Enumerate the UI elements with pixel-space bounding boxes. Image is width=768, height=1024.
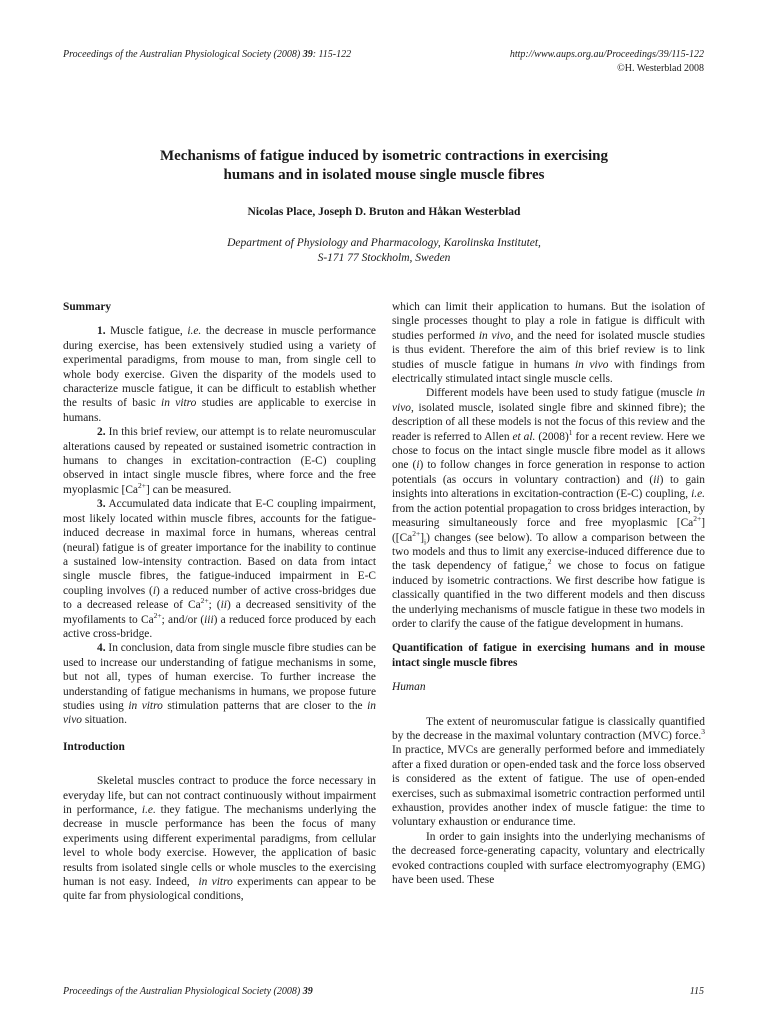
running-header-right — [510, 48, 704, 76]
journal-url[interactable]: http://www.aups.org.au/Proceedings/39/115-122 — [509, 49, 704, 60]
summary-paragraph-1: 1. Muscle fatigue, i.e. the decrease in muscle performance during exercise, has been extensively studied using a variety of experimental paradigms, from mouse to man, from single cell to whole body exercise. Given the disparity of the models used to characterize muscle fatigue, it can be difficult to establish whether the results of basic in vitro studies are applicable to exercise in humans. — [63, 325, 376, 424]
human-subheading: Human — [392, 681, 426, 694]
running-header-left: Proceedings of the Australian Physiological Society (2008) 39: 115-122 — [63, 49, 352, 60]
page-number: 115 — [689, 986, 704, 997]
quantification-heading: Quantification of fatigue in exercising humans and in mouse intact single muscle fibres — [392, 642, 705, 669]
left-column — [63, 300, 376, 904]
authors: Nicolas Place, Joseph D. Bruton and Håkan Westerblad — [247, 206, 521, 218]
human-paragraph-1: The extent of neuromuscular fatigue is classically quantified by the decrease in the maximal voluntary contraction (MVC) force.$^3$ In practice, MVCs are generally performed before and immediately after a fixed duration or open-ended task and the force loss observed is considered as the extent of fatigue. The use of open-ended exercises, such as submaximal isometric contraction performed until exhaustion, provides another index of muscle fatigue: the time to voluntary exhaustion or endurance time. — [392, 715, 705, 829]
summary-paragraph-4: 4. In conclusion, data from single muscle fibre studies can be used to increase our understanding of fatigue mechanisms in some, but not all, types of human exercise. To further increase the understanding of fatigue mechanisms in humans, we propose future studies using in vitro stimulation patterns that are closer to the in vivo situation. — [63, 642, 376, 727]
copyright: ©H. Westerblad 2008 — [617, 63, 704, 74]
introduction-paragraph-1-continued: which can limit their application to humans. But the isolation of single processes thought to play a role in fatigue is difficult with studies performed in vivo, and the need for isolated muscle studies is thus evident. Therefore the aim of this brief review is to link studies of muscle fatigue in humans in vivo with findings from electrically stimulated intact single muscle cells. — [392, 301, 705, 386]
introduction-paragraph-2: Different models have been used to study fatigue (muscle in vivo, isolated muscle, isolated single fibre and skinned fibre); the description of all these models is not the focus of this review and the reader is referred to Allen et al. $(2008)^1$ for a recent review. Here we chose to focus on the intact single muscle fibre model as it allows one (i) to follow changes in force generation in response to action potentials (as occurs in voluntary contraction) and (ii) to gain insights into alterations in excitation-contraction (E-C) coupling, i.e. from the action potential propagation to cross bridges interaction, by measuring simultaneously force and free myoplasmic $[Ca^{2+}]$ $([Ca^{2+}]_i)$ changes (see below). To allow a comparison between the two models and thus to limit any exercise-induced difference due to the task dependency of fatigue,$^2$ we chose to focus on fatigue induced by isometric contractions. We first describe how fatigue is classically quantified in the two different models and then discuss the underlying mechanisms of muscle fatigue in these two models in order to clarify the cause of the fatigue development in humans. — [392, 387, 706, 630]
summary-paragraph-2: 2. In this brief review, our attempt is to relate neuromuscular alterations caused by repeated or sustained isometric contraction in humans to changes in excitation-contraction (E-C) coupling observed in intact single muscle fibres, where force and the free myoplasmic $[Ca^{2+}]$ can be measured. — [63, 426, 376, 496]
introduction-paragraph-1: Skeletal muscles contract to produce the force necessary in everyday life, but can not contract continuously without impairment in performance, i.e. they fatigue. The mechanisms underlying the decrease in muscle performance has been the focus of many experiments using different experimental paradigms, from cellular level to whole body exercise. However, the application of basic results from isolated single cells or whole muscles to the exercising human is not easy. Indeed, in vitro experiments can appear to be quite far from physiological conditions, — [63, 775, 376, 903]
summary-heading: Summary — [63, 301, 112, 313]
human-paragraph-2: In order to gain insights into the underlying mechanisms of the decreased force-generating capacity, voluntary and electrically evoked contractions coupled with surface electromyography (EMG) have been used. These — [392, 830, 705, 887]
introduction-heading: Introduction — [63, 740, 125, 753]
running-footer: Proceedings of the Australian Physiological Society (2008) 39 — [63, 986, 313, 997]
paper-title: Mechanisms of fatigue induced by isometric contractions in exercising humans and in isolated mouse single muscle fibres — [159, 148, 608, 183]
right-column — [392, 300, 705, 887]
affiliation: Department of Physiology and Pharmacology, Karolinska Institutet, S-171 77 Stockholm, Sweden — [227, 237, 541, 264]
summary-paragraph-3: 3. Accumulated data indicate that E-C coupling impairment, most likely located within muscle fibres, accounts for the fatigue-induced decrease in maximal force in humans, whereas central (neural) fatigue is of greater importance for the inability to continue a sustained low-intensity contraction. Based on data from intact single muscle fibres, the fatigue-induced impairment in E-C coupling involves (i) a reduced number of active cross-bridges due to a decreased release of $Ca^{2+}$; (ii) a decreased sensitivity of the myofilaments to $Ca^{2+}$; and/or (iii) a reduced force produced by each active cross-bridge. — [63, 498, 377, 640]
